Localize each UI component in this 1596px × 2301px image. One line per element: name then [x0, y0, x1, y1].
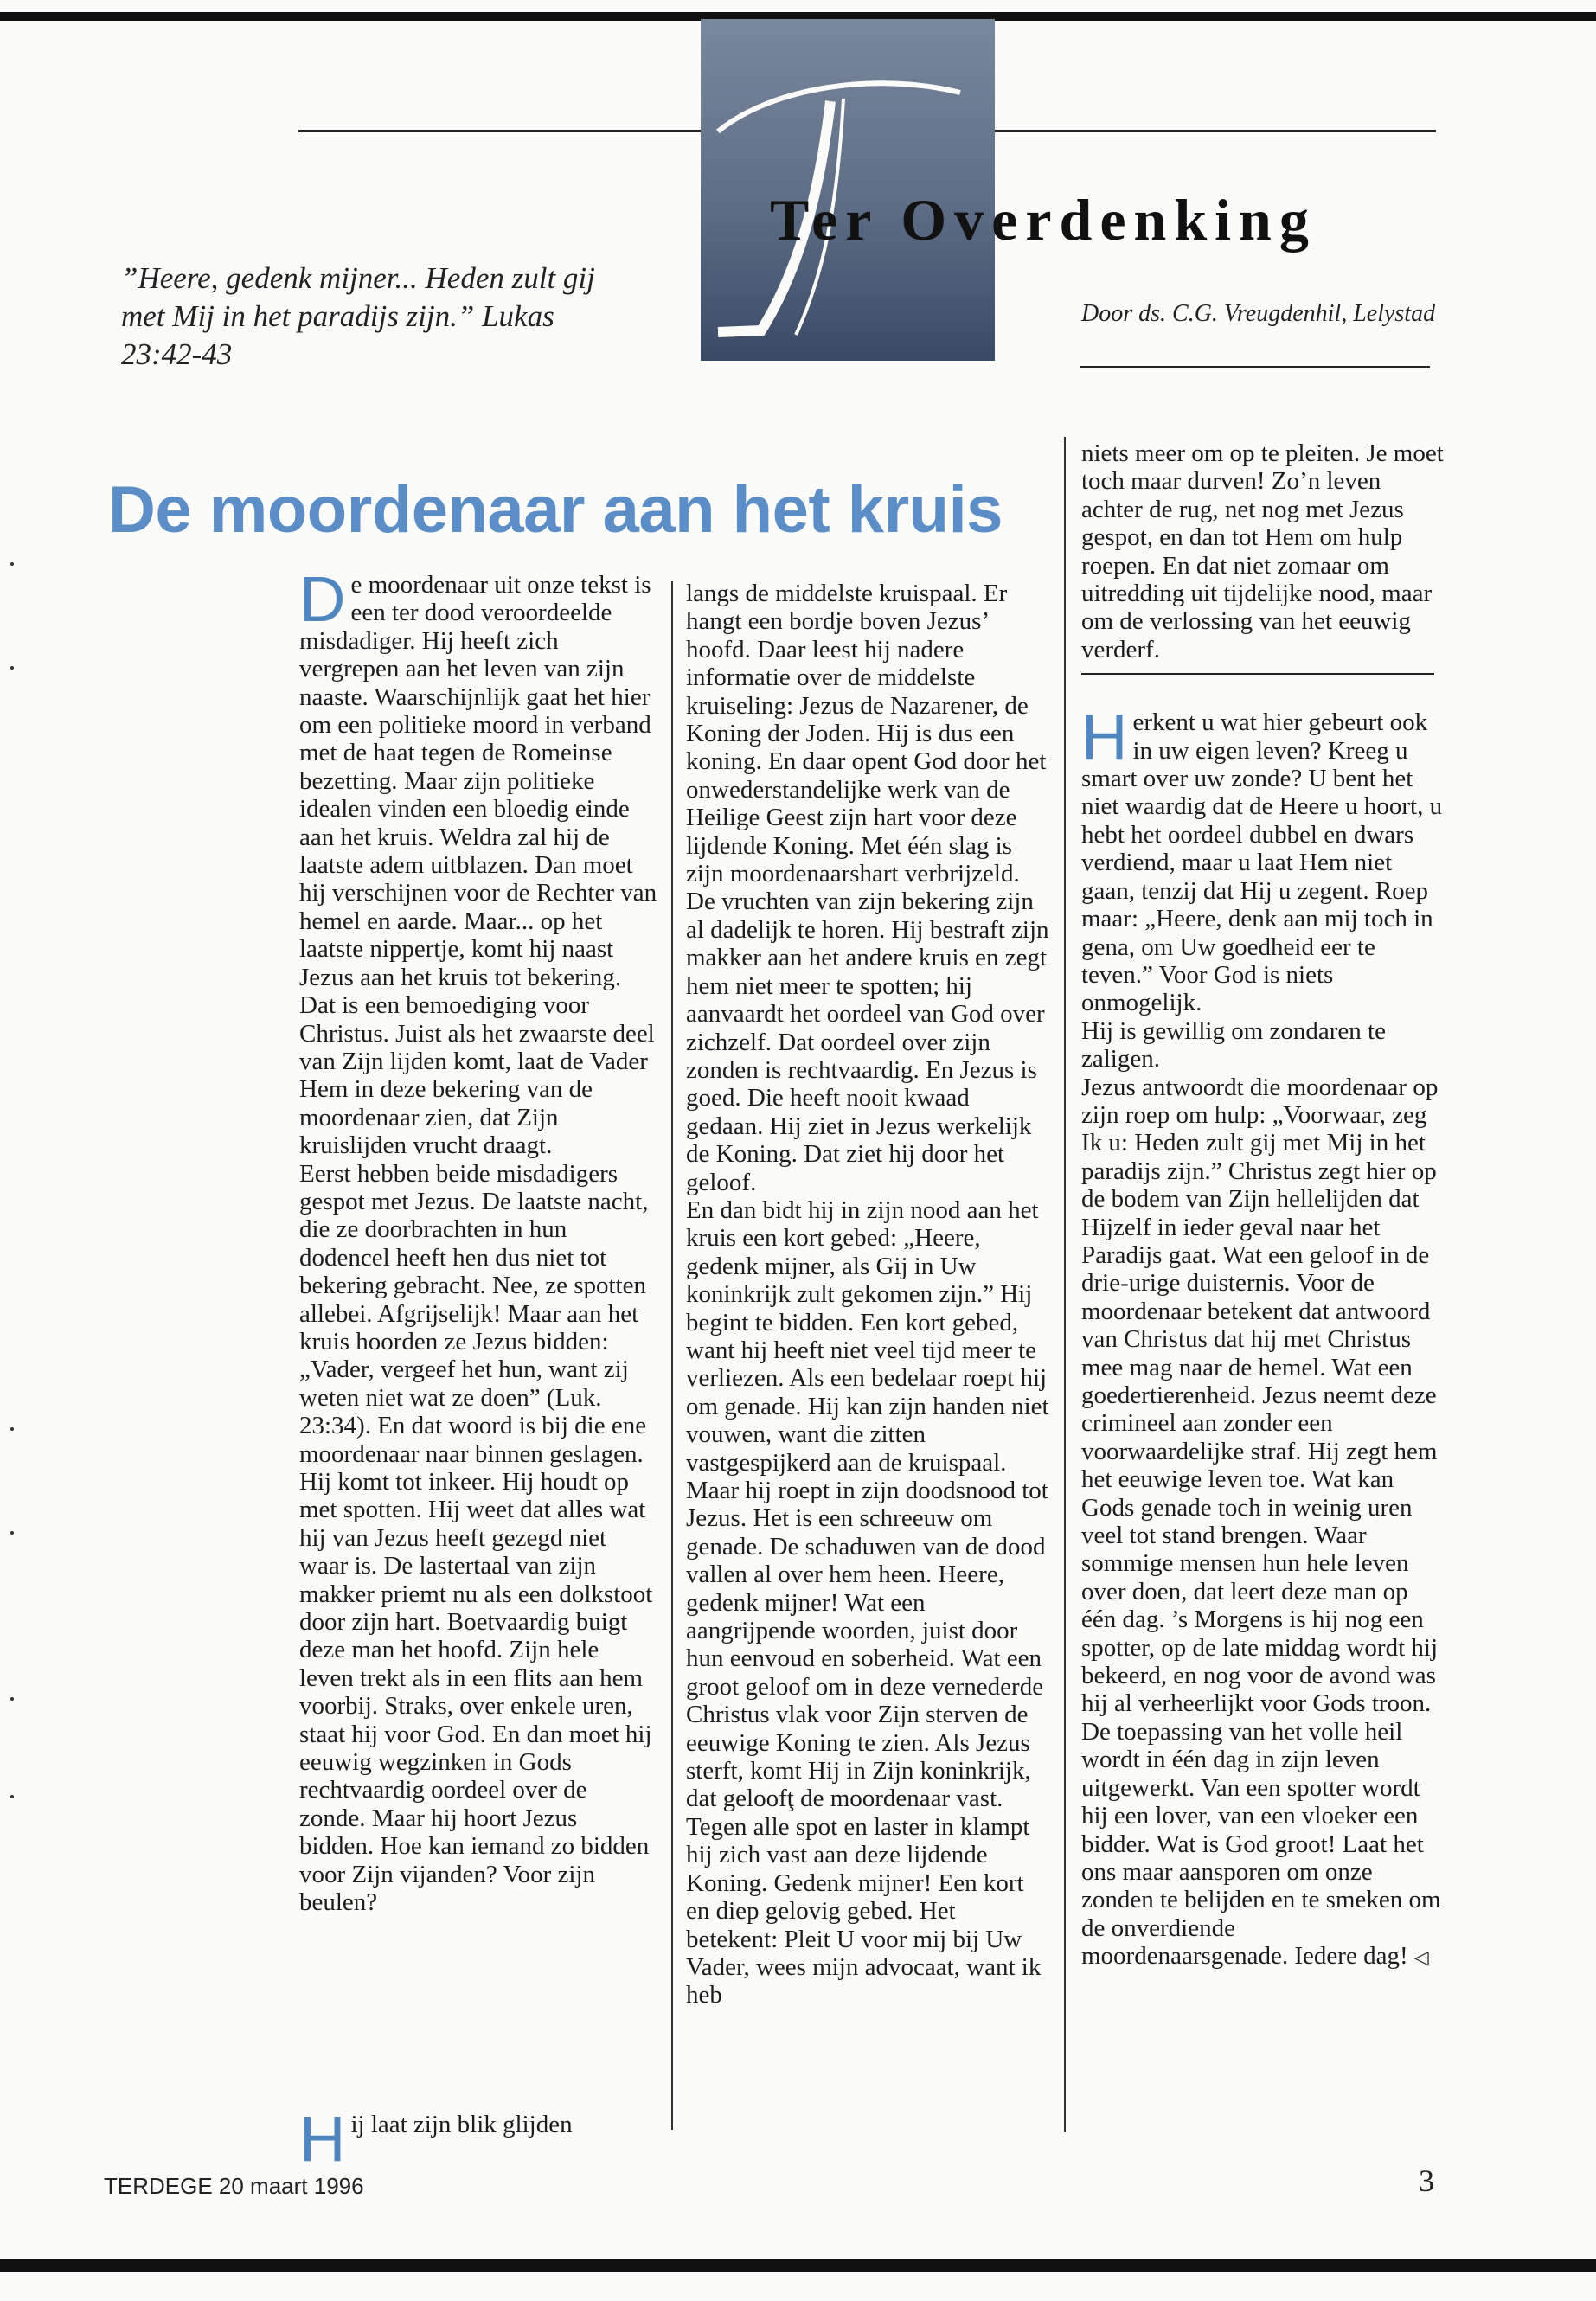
article-column-3 [1081, 439, 1445, 1973]
paragraph: Eerst hebben beide misdadigers gespot met Jezus. De laatste nacht, die ze doorbrachten in hun dodencel heeft hen dus niet tot bekering gebracht. Nee, ze spotten allebei. Afgrijselijk! Maar aan het kruis hoorden ze Jezus bidden: „Vader, vergeef het hun, want zij weten niet wat ze doen” (Luk. 23:34). En dat woord is bij die ene moordenaar naar binnen geslagen. Hij komt tot inkeer. Hij houdt op met spotten. Hij weet dat alles wat hij van Jezus heeft gezegd niet waar is. De lastertaal van zijn makker priemt nu als een dolkstoot door zijn hart. Boetvaardig buigt deze man het hoofd. Zijn hele leven trekt als in een flits aan hem voorbij. Straks, over enkele uren, staat hij voor God. En dan moet hij eeuwig wegzinken in Gods rechtvaardig oordeel over de zonde. Maar hij hoort Jezus bidden. Hoe kan iemand zo bidden voor Zijn vijanden? Voor zijn beulen? [299, 1159, 653, 1917]
paragraph [299, 563, 657, 1160]
article-headline: De moordenaar aan het kruis [108, 472, 1003, 547]
article-column-2 [686, 580, 1049, 2009]
margin-dot [10, 1697, 14, 1701]
column-spacer [1081, 663, 1445, 708]
column-3-separator [1081, 673, 1434, 675]
margin-dot [10, 666, 14, 670]
bottom-rule [0, 2259, 1596, 2272]
paragraph [1081, 1074, 1445, 1973]
byline-rule [1080, 366, 1430, 368]
margin-dot [10, 1427, 14, 1431]
section-title: Ter Overdenking [770, 187, 1317, 253]
paragraph [1081, 701, 1445, 1017]
paragraph-text: e moordenaar uit onze tekst is een ter dood veroordeelde misdadiger. Hij heeft zich vergrepen aan het leven van zijn naaste. Waarschijnlijk gaat het hier om een politieke moord in verband met de haat tegen de Romeinse bezetting. Maar zijn politieke idealen vinden een bloedig einde aan het kruis. Weldra zal hij de laatste adem uitblazen. Dan moet hij verschijnen voor de Rechter van hemel en aarde. Maar... op het laatste nippertje, komt hij naast Jezus aan het kruis tot bekering. Dat is een bemoediging voor Christus. Juist als het zwaarste deel van Zijn lijden komt, laat de Vader Hem in deze bekering van de moordenaar zien, dat Zijn kruislijden vrucht draagt. [299, 571, 657, 1160]
end-mark-icon: ◁ [1413, 1947, 1429, 1970]
article-column-1 [299, 563, 657, 1917]
drop-cap: D [299, 563, 346, 635]
article-column-1-continued [299, 2103, 657, 2175]
header-rule-left [298, 130, 701, 132]
author-byline: Door ds. C.G. Vreugdenhil, Lelystad [1081, 300, 1436, 327]
margin-dot [10, 1531, 14, 1535]
margin-dot [10, 1795, 14, 1798]
header-rule-right [995, 130, 1436, 132]
scripture-quote: ”Heere, gedenk mijner... Heden zult gij met Mij in het paradijs zijn.” Lukas 23:42-43 [121, 261, 595, 371]
paragraph-text: Jezus antwoordt die moordenaar op zijn roep om hulp: „Voorwaar, zeg Ik u: Heden zult gij met Mij in het paradijs zijn.” Christus zegt hier op de bodem van Zijn hellelijden dat Hijzelf in ieder geval naar het Paradijs gaat. Wat een geloof in de drie-urige duisternis. Voor de moordenaar betekent dat antwoord van Christus dat hij met Christus mee mag naar de hemel. Wat een goedertierenheid. Jezus neemt deze crimineel aan zonder een voorwaardelijke straf. Hij zegt hem het eeuwige leven toe. Wat kan Gods genade toch in weinig uren veel tot stand brengen. Waar sommige mensen hun hele leven over doen, dat leert deze man op één dag. ’s Morgens is hij nog een spotter, op de late middag wordt hij bekeerd, en nog voor de avond was hij al verheerlijkt voor Gods troon. De toepassing van het volle heil wordt in één dag in zijn leven uitgewerkt. Van een spotter wordt hij een lover, van een vloeker een bidder. Wat is God groot! Laat het ons maar aansporen om onze zonden te belijden en te smeken om de onverdiende moordenaarsgenade. Iedere dag! [1081, 1073, 1441, 1971]
column-rule-2 [1064, 437, 1066, 2132]
paragraph-text: ij laat zijn blik glijden [350, 2111, 573, 2138]
paragraph: De vruchten van zijn bekering zijn al dadelijk te horen. Hij bestraft zijn makker aan het andere kruis en zegt hem niet meer te spotten; hij aanvaardt het oordeel van God over zichzelf. Dat oordeel over zijn zonden is rechtvaardig. En Jezus is goed. Die heeft nooit kwaad gedaan. Hij ziet in Jezus werkelijk de Koning. Dat ziet hij door het geloof. [686, 888, 1049, 1196]
drop-cap: H [1081, 701, 1128, 773]
drop-cap: H [299, 2103, 346, 2175]
publication-footer: TERDEGE 20 maart 1996 [104, 2173, 364, 2199]
paragraph-text: erkent u wat hier gebeurt ook in uw eigen leven? Kreeg u smart over uw zonde? U bent het niet waardig dat de Heere u hoort, u hebt het oordeel dubbel en dwars verdiend, maar u laat Hem niet gaan, tenzij dat Hij u zegent. Roep maar: „Heere, denk aan mij toch in gena, om Uw goedheid eer te teven.” Voor God is niets onmogelijk. [1081, 708, 1443, 1017]
paragraph: En dan bidt hij in zijn nood aan het kruis een kort gebed: „Heere, gedenk mijner, als Gij in Uw koninkrijk zult gekomen zijn.” Hij begint te bidden. Een kort gebed, want hij heeft niet veel tijd meer te verliezen. Als een bedelaar roept hij om genade. Hij kan zijn handen niet vouwen, want die zitten vastgespijkerd aan de kruispaal. Maar hij roept in zijn doodsnood tot Jezus. Het is een schreeuw om genade. De schaduwen van de dood vallen al over hem heen. Heere, gedenk mijner! Wat een aangrijpende woorden, juist door hun eenvoud en soberheid. Wat een groot geloof om in deze vernederde Christus vlak voor Zijn sterven de eeuwige Koning te zien. Als Jezus sterft, komt Hij in Zijn koninkrijk, dat geloofţ de moordenaar vast. Tegen alle spot en laster in klampt hij zich vast aan deze lijdende Koning. Gedenk mijner! Een kort en diep gelovig gebed. Het betekent: Pleit U voor mij bij Uw Vader, wees mijn advocaat, want ik heb [686, 1195, 1049, 2009]
column-rule-1 [671, 581, 673, 2130]
margin-dot [10, 562, 14, 566]
paragraph: Hij is gewillig om zondaren te zaligen. [1081, 1016, 1386, 1074]
page-number: 3 [1419, 2163, 1434, 2198]
paragraph: langs de middelste kruispaal. Er hangt een bordje boven Jezus’ hoofd. Daar leest hij nadere informatie over de middelste kruiseling: Jezus de Nazarener, de Koning der Joden. Hij is dus een koning. En daar opent God door het onwederstandelijke werk van de Heilige Geest zijn hart voor deze lijdende Koning. Met één slag is zijn moordenaarshart verbrijzeld. [686, 580, 1047, 888]
paragraph [299, 2103, 657, 2175]
paragraph: niets meer om op te pleiten. Je moet toch maar durven! Zo’n leven achter de rug, net nog met Jezus gespot, en dan tot Hem om hulp roepen. En dat niet zomaar om uitredding uit tijdelijke nood, maar om de verlossing van het eeuwig verderf. [1081, 439, 1444, 663]
